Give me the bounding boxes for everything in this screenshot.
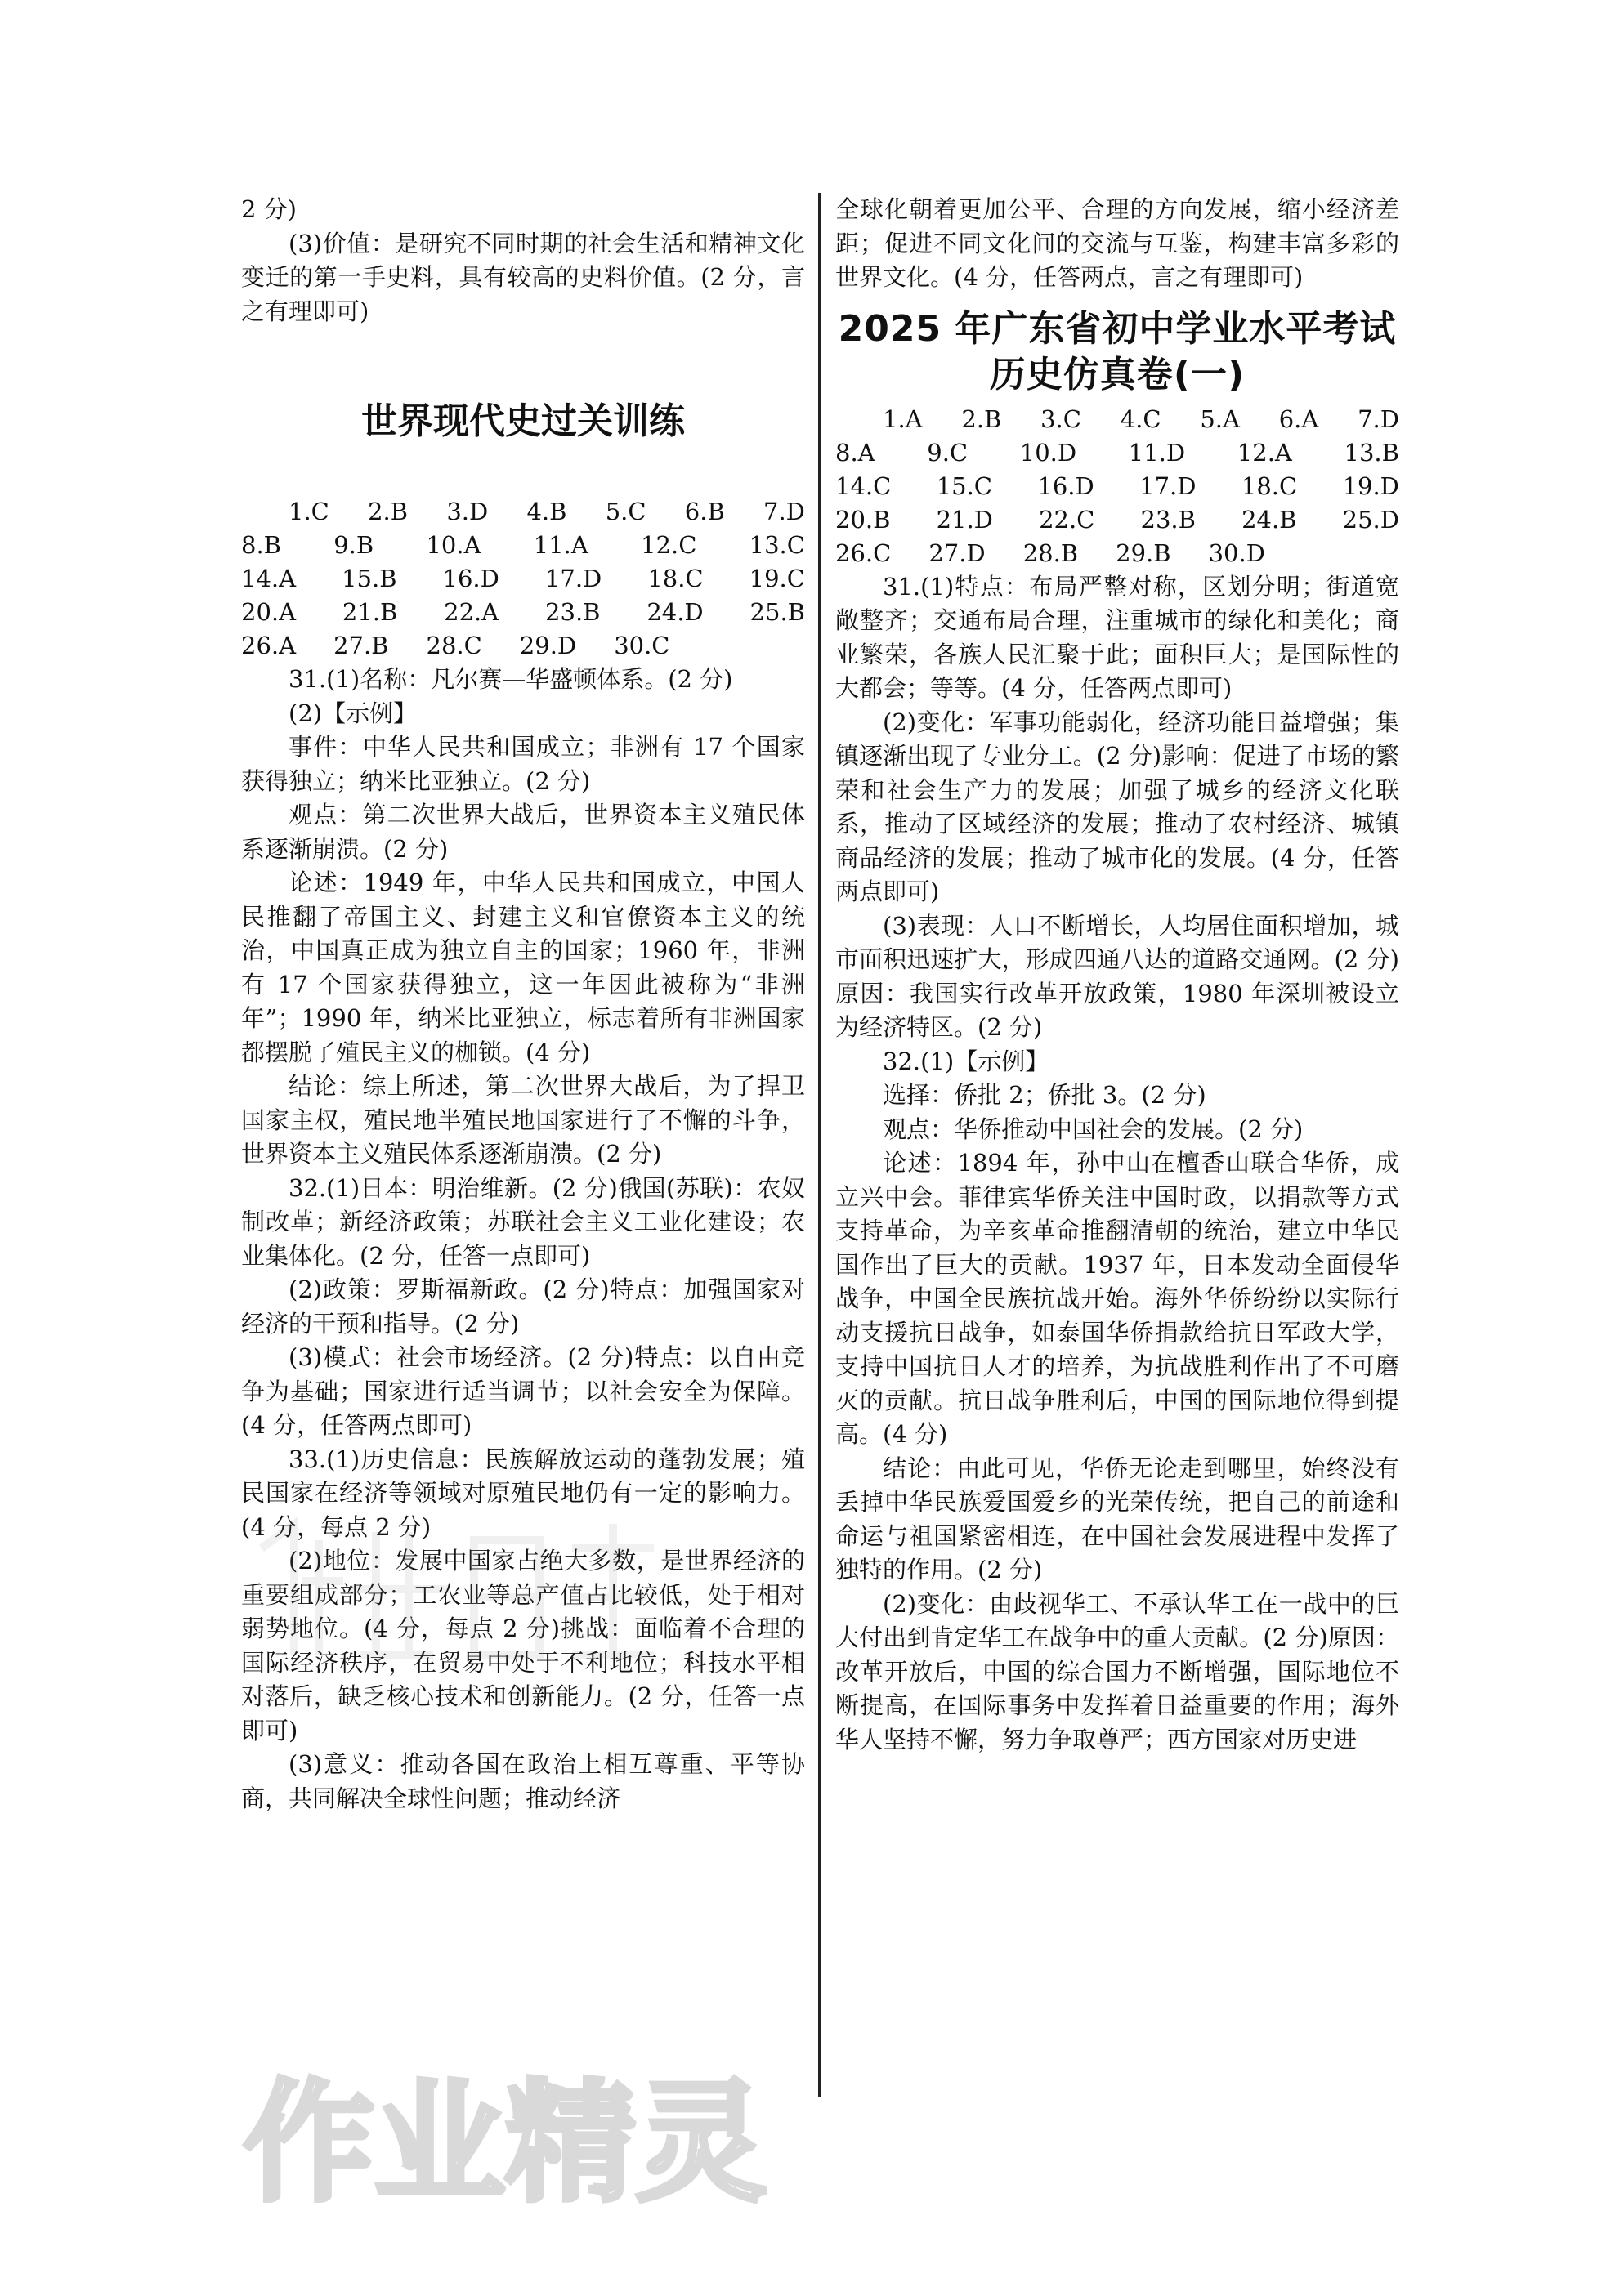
answer-paragraph: 论述：1949 年，中华人民共和国成立，中国人民推翻了帝国主义、封建主义和官僚资本主义的统治，中国真正成为独立自主的国家；1960 年，非洲有 17 个国家获得独立，这一年因此被称为“非洲年”；1990 年，纳米比亚独立，标志着所有非洲国家都摆脱了殖民主义的枷锁。(4 分) [241, 869, 805, 1066]
answer-row [241, 629, 805, 663]
answer-paragraph: 选择：侨批 2；侨批 3。(2 分) [883, 1081, 1206, 1109]
answer-cell: 25.D [1342, 505, 1399, 534]
answer-row [835, 436, 1399, 470]
answer-paragraph: (3)意义：推动各国在政治上相互尊重、平等协商，共同解决全球性问题；推动经济 [241, 1750, 805, 1812]
answer-cell: 2.B [368, 498, 409, 525]
answer-paragraph: (2)【示例】 [289, 699, 418, 727]
answer-cell: 26.A [241, 632, 297, 659]
answer-paragraph: (2)变化：由歧视华工、不承认华工在一战中的巨大付出到肯定华工在战争中的重大贡献。(2 分)原因：改革开放后，中国的综合国力不断增强，国际地位不断提高，在国际事务中发挥着日益重要的作用；海外华人坚持不懈，努力争取尊严；西方国家对历史进 [835, 1589, 1399, 1753]
answer-grid-left [241, 495, 805, 663]
answer-cell: 12.C [641, 531, 697, 559]
answer-paragraph: 事件：中华人民共和国成立；非洲有 17 个国家获得独立；纳米比亚独立。(2 分) [241, 733, 805, 795]
answer-cell: 25.B [749, 598, 805, 626]
answer-paragraph: 结论：综上所述，第二次世界大战后，为了捍卫国家主权，殖民地半殖民地国家进行了不懈的斗争，世界资本主义殖民体系逐渐崩溃。(2 分) [241, 1072, 805, 1168]
answer-cell: 20.A [241, 598, 297, 626]
answer-cell: 13.B [1344, 438, 1399, 467]
answer-cell: 27.D [928, 538, 986, 567]
watermark-logo-faint [245, 1516, 670, 1671]
answer-cell: 15.C [936, 471, 992, 500]
answer-cell: 21.D [936, 505, 993, 534]
answer-cell: 17.D [544, 565, 602, 592]
answer-row [835, 503, 1399, 537]
answer-cell: 16.D [1037, 471, 1094, 500]
answer-paragraph: 观点：第二次世界大战后，世界资本主义殖民体系逐渐崩溃。(2 分) [241, 801, 805, 863]
answer-cell: 21.B [342, 598, 398, 626]
answer-cell: 23.B [545, 598, 601, 626]
answer-cell: 22.A [444, 598, 499, 626]
answer-cell: 19.C [749, 565, 805, 592]
answer-cell: 3.D [446, 498, 489, 525]
answer-cell: 18.C [1241, 471, 1298, 500]
answer-cell: 6.A [1278, 404, 1319, 433]
answer-paragraph: 31.(1)名称：凡尔赛—华盛顿体系。(2 分) [289, 665, 733, 693]
answer-paragraph: (3)模式：社会市场经济。(2 分)特点：以自由竞争为基础；国家进行适当调节；以社会安全为保障。(4 分，任答两点即可) [241, 1343, 805, 1439]
answer-cell: 5.C [605, 498, 646, 525]
answer-cell: 17.D [1139, 471, 1197, 500]
answer-cell: 4.C [1120, 404, 1161, 433]
answer-cell: 3.C [1040, 404, 1081, 433]
answer-paragraph: 32.(1)【示例】 [883, 1047, 1049, 1075]
answer-cell: 2.B [961, 404, 1002, 433]
answer-cell: 19.D [1342, 471, 1399, 500]
answer-cell: 22.C [1039, 505, 1095, 534]
answer-cell: 1.C [289, 498, 329, 525]
answer-cell: 28.C [426, 632, 482, 659]
answer-paragraph: (2)地位：发展中国家占绝大多数，是世界经济的重要组成部分；工农业等总产值占比较低，处于相对弱势地位。(4 分，每点 2 分)挑战：面临着不合理的国际经济秩序，在贸易中处于不利地位；科技水平相对落后，缺乏核心技术和创新能力。(2 分，任答一点即可) [241, 1547, 805, 1744]
answer-paragraph: (2)变化：军事功能弱化，经济功能日益增强；集镇逐渐出现了专业分工。(2 分)影响：促进了市场的繁荣和社会生产力的发展；加强了城乡的经济文化联系，推动了区域经济的发展；推动了农村经济、城镇商品经济的发展；推动了城市化的发展。(4 分，任答两点即可) [835, 708, 1399, 905]
section-heading-guangdong-mock-exam: 2025 年广东省初中学业水平考试历史仿真卷(一) [838, 307, 1397, 395]
answer-paragraph: 33.(1)历史信息：民族解放运动的蓬勃发展；殖民国家在经济等领域对原殖民地仍有一定的影响力。(4 分，每点 2 分) [241, 1445, 805, 1541]
answer-cell: 18.C [647, 565, 704, 592]
answer-cell: 10.A [426, 531, 481, 559]
svg-text:作业精灵: 作业精灵 [244, 2066, 767, 2219]
answer-cell: 20.B [835, 505, 891, 534]
answer-cell: 14.A [241, 565, 297, 592]
answer-paragraph: 31.(1)特点：布局严整对称，区划分明；街道宽敞整齐；交通布局合理，注重城市的绿化和美化；商业繁荣，各族人民汇聚于此；面积巨大；是国际性的大都会；等等。(4 分，任答两点即可) [835, 572, 1399, 702]
answer-cell: 23.B [1140, 505, 1196, 534]
left-intro-continuation: 2 分) [241, 195, 297, 223]
answer-cell: 9.B [333, 531, 374, 559]
answer-cell: 27.B [333, 632, 389, 659]
left-intro-value: (3)价值：是研究不同时期的社会生活和精神文化变迁的第一手史料，具有较高的史料价值。(2 分，言之有理即可) [241, 229, 805, 325]
answer-cell: 5.A [1200, 404, 1240, 433]
answer-paragraph: (2)政策：罗斯福新政。(2 分)特点：加强国家对经济的干预和指导。(2 分) [241, 1275, 805, 1338]
section-heading-world-modern-history: 世界现代史过关训练 [361, 400, 685, 442]
answer-grid-right [835, 403, 1399, 570]
answer-cell: 14.C [835, 471, 892, 500]
answer-cell: 9.C [927, 438, 969, 467]
answer-cell: 26.C [835, 538, 892, 567]
answer-cell: 30.D [1208, 538, 1265, 567]
answer-cell: 24.D [646, 598, 704, 626]
answer-cell: 28.B [1022, 538, 1079, 567]
answer-paragraph: 32.(1)日本：明治维新。(2 分)俄国(苏联)：农奴制改革；新经济政策；苏联社会主义工业化建设；农业集体化。(2 分，任答一点即可) [241, 1173, 805, 1270]
answer-row [241, 562, 805, 596]
right-intro-continuation: 全球化朝着更加公平、合理的方向发展，缩小经济差距；促进不同文化间的交流与互鉴，构建丰富多彩的世界文化。(4 分，任答两点，言之有理即可) [835, 195, 1399, 291]
answer-cell: 29.D [519, 632, 577, 659]
answer-row [835, 470, 1399, 503]
answer-cell: 8.B [241, 531, 281, 559]
right-column [835, 193, 1399, 1757]
answer-row [241, 495, 805, 529]
answer-paragraph: 观点：华侨推动中国社会的发展。(2 分) [883, 1114, 1304, 1143]
answer-row [241, 596, 805, 629]
answer-cell: 11.D [1128, 438, 1186, 467]
answer-cell: 10.D [1019, 438, 1077, 467]
answer-cell: 16.D [442, 565, 499, 592]
column-divider [818, 193, 821, 2097]
answer-paragraph: 结论：由此可见，华侨无论走到哪里，始终没有丢掉中华民族爱国爱乡的光荣传统，把自己的前途和命运与祖国紧密相连，在中国社会发展进程中发挥了独特的作用。(2 分) [835, 1454, 1399, 1584]
answer-cell: 15.B [342, 565, 397, 592]
answer-cell: 4.B [526, 498, 567, 525]
answer-row [835, 403, 1399, 436]
answer-cell: 29.B [1116, 538, 1171, 567]
answer-paragraph: (3)表现：人口不断增长，人均居住面积增加，城市面积迅速扩大，形成四通八达的道路交通网。(2 分)原因：我国实行改革开放政策，1980 年深圳被设立为经济特区。(2 分) [835, 911, 1399, 1041]
answer-cell: 12.A [1237, 438, 1292, 467]
answer-cell: 24.B [1241, 505, 1297, 534]
answer-paragraph: 论述：1894 年，孙中山在檀香山联合华侨，成立兴中会。菲律宾华侨关注中国时政，以捐款等方式支持革命，为辛亥革命推翻清朝的统治，建立中华民国作出了巨大的贡献。1937 年，日本发动全面侵华战争，中国全民族抗战开始。海外华侨纷纷以实际行动支援抗日战争，如泰国华侨捐款给抗日军政大学，支持中国抗日人才的培养，为抗战胜利作出了不可磨灭的贡献。抗日战争胜利后，中国的国际地位得到提高。(4 分) [835, 1149, 1399, 1448]
answer-cell: 7.D [763, 498, 805, 525]
watermark-logo [244, 2057, 767, 2221]
answer-cell: 13.C [749, 531, 805, 559]
answer-cell: 11.A [533, 531, 588, 559]
answer-cell: 6.B [684, 498, 725, 525]
answer-row [241, 529, 805, 562]
answer-row [835, 537, 1399, 570]
answer-cell: 8.A [835, 438, 875, 467]
answer-cell: 30.C [614, 632, 670, 659]
answer-cell: 7.D [1358, 404, 1399, 433]
answer-cell: 1.A [883, 404, 923, 433]
